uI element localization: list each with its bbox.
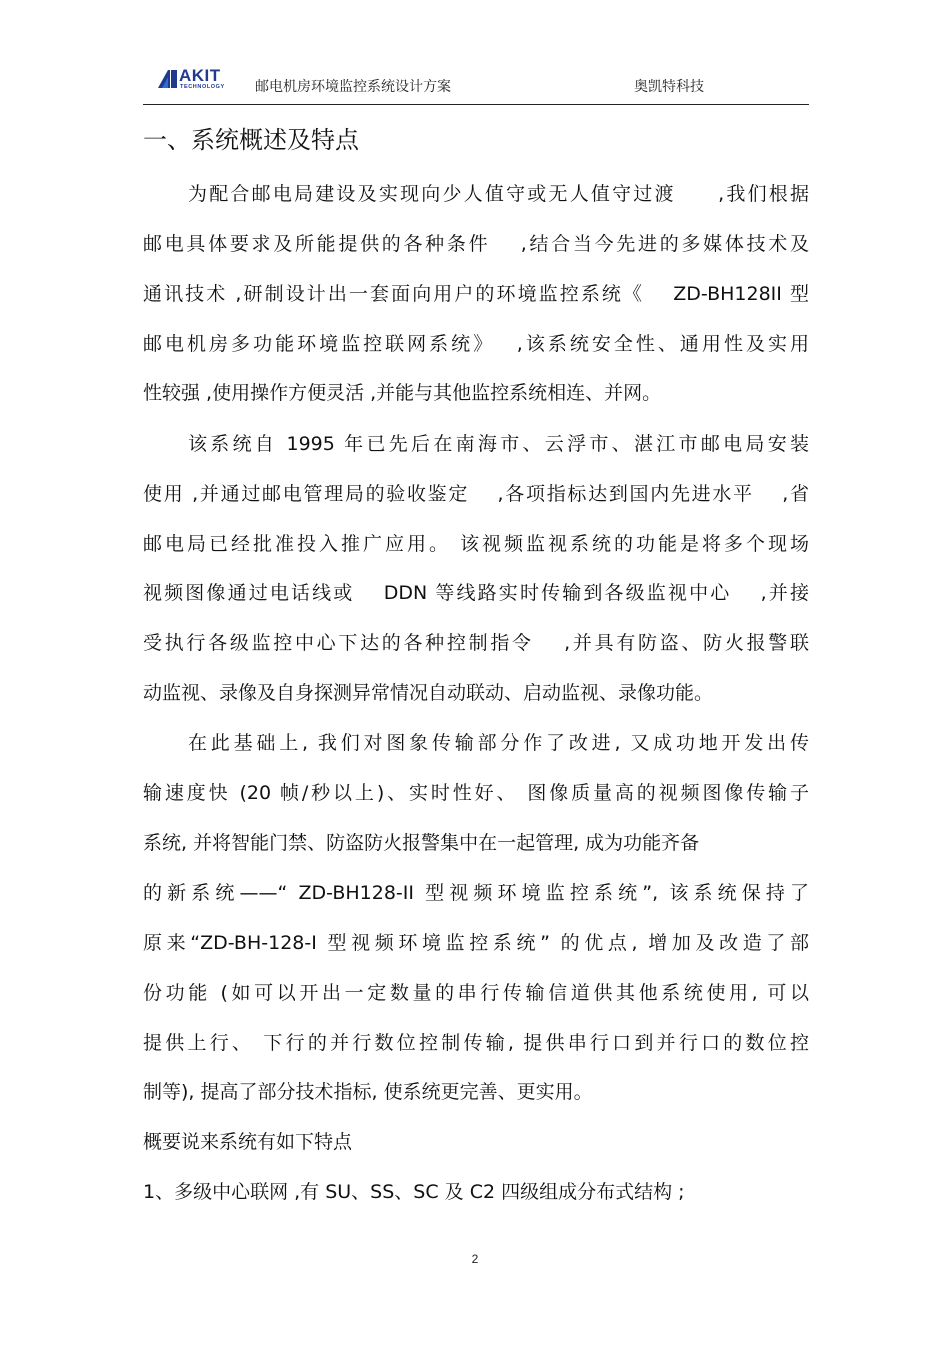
paragraph-1-line-4: 邮电机房多功能环境监控联网系统》 ,该系统安全性、通用性及实用 [143,333,809,355]
section-heading: 一、系统概述及特点 [143,126,359,154]
feature-item-1: 1、多级中心联网 ,有 SU、SS、SC 及 C2 四级组成分布式结构 ; [143,1181,685,1203]
company-logo [157,66,247,96]
paragraph-1-line-5: 性较强 ,使用操作方便灵活 ,并能与其他监控系统相连、并网。 [143,382,662,404]
paragraph-2-line-1: 该系统自 1995 年已先后在南海市、云浮市、湛江市邮电局安装 [188,433,809,455]
paragraph-3-line-5: 原来“ZD-BH-128-I 型视频环境监控系统” 的优点, 增加及改造了部 [143,932,809,954]
paragraph-1-line-2: 邮电具体要求及所能提供的各种条件 ,结合当今先进的多媒体技术及 [143,233,809,255]
page-number: 2 [471,1252,479,1266]
paragraph-3-line-1: 在此基础上, 我们对图象传输部分作了改进, 又成功地开发出传 [188,732,809,754]
logo-mark-icon [157,69,179,89]
paragraph-3-line-7: 提供上行、 下行的并行数位控制传输, 提供串行口到并行口的数位控 [143,1032,809,1054]
paragraph-3-line-6: 份功能 (如可以开出一定数量的串行传输信道供其他系统使用, 可以 [143,982,809,1004]
paragraph-2-line-5: 受执行各级监控中心下达的各种控制指令 ,并具有防盗、防火报警联 [143,632,809,654]
logo-wordmark: AKIT [179,66,221,85]
paragraph-3-line-4: 的新系统——“ ZD-BH128-II 型视频环境监控系统”, 该系统保持了 [143,882,809,904]
document-title: 邮电机房环境监控系统设计方案 [255,79,451,95]
features-intro: 概要说来系统有如下特点 [143,1131,353,1153]
paragraph-2-line-4: 视频图像通过电话线或 DDN 等线路实时传输到各级监视中心 ,并接 [143,582,809,604]
paragraph-1-line-1: 为配合邮电局建设及实现向少人值守或无人值守过渡 ,我们根据 [188,183,809,205]
paragraph-2-line-2: 使用 ,并通过邮电管理局的验收鉴定 ,各项指标达到国内先进水平 ,省 [143,483,809,505]
paragraph-3-line-8: 制等), 提高了部分技术指标, 使系统更完善、更实用。 [143,1081,593,1103]
paragraph-2-line-6: 动监视、录像及自身探测异常情况自动联动、启动监视、录像功能。 [143,682,714,704]
logo-tagline: TECHNOLOGY [180,84,225,90]
paragraph-3-line-2: 输速度快 (20 帧/秒以上)、实时性好、 图像质量高的视频图像传输子 [143,782,809,804]
page-header [143,64,809,105]
paragraph-3-line-3: 系统, 并将智能门禁、防盗防火报警集中在一起管理, 成为功能齐备 [143,832,700,854]
paragraph-2-line-3: 邮电局已经批准投入推广应用。 该视频监视系统的功能是将多个现场 [143,533,809,555]
company-name: 奥凯特科技 [634,79,704,95]
paragraph-1-line-3: 通讯技术 ,研制设计出一套面向用户的环境监控系统《 ZD-BH128II 型 [143,283,809,305]
